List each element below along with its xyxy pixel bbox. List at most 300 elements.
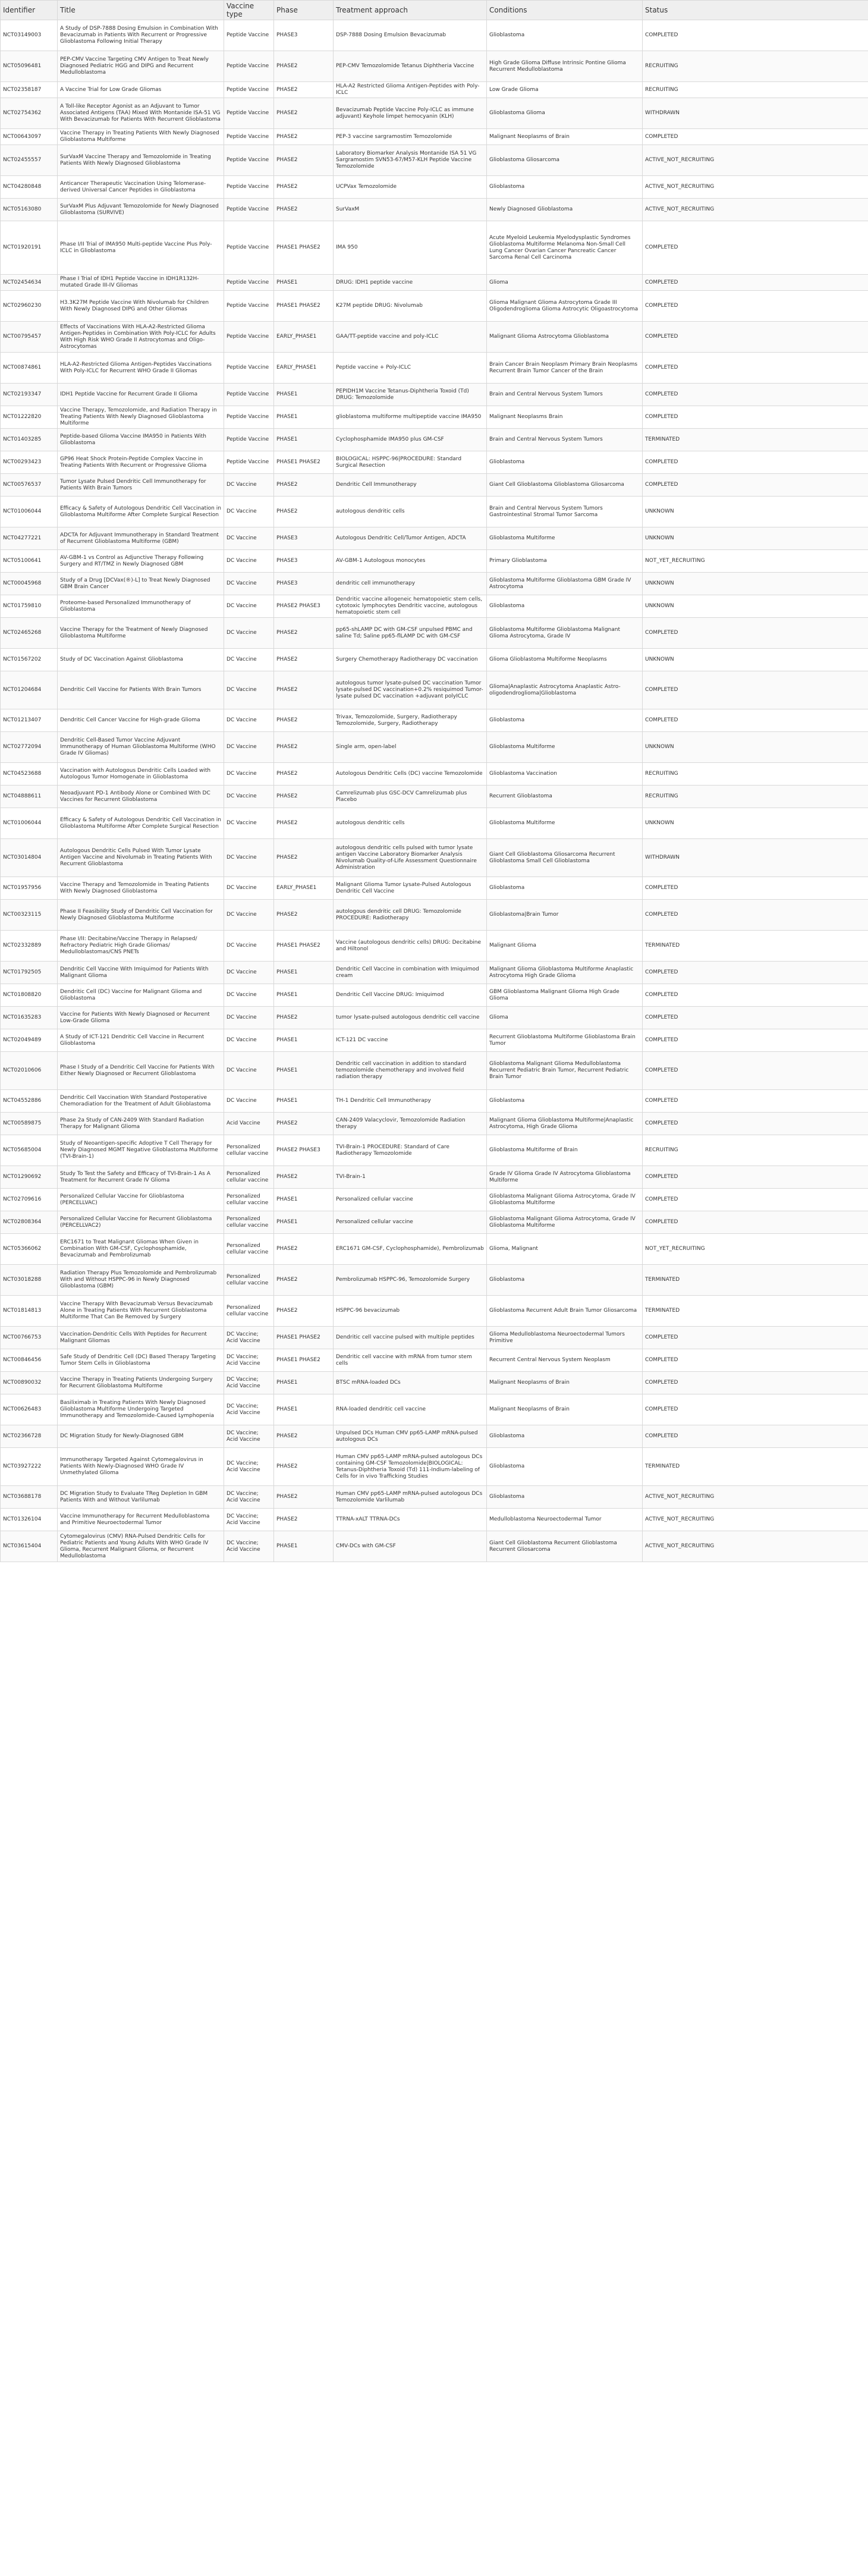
cell-treatment-approach: Personalized cellular vaccine bbox=[334, 1189, 487, 1211]
cell-treatment-approach: ICT-121 DC vaccine bbox=[334, 1029, 487, 1052]
table-row bbox=[1, 129, 868, 145]
cell-treatment-approach: GAA/TT-peptide vaccine and poly-ICLC bbox=[334, 322, 487, 353]
cell-vaccine-type: Peptide Vaccine bbox=[224, 221, 274, 275]
cell-phase: EARLY_PHASE1 bbox=[274, 877, 334, 900]
table-body bbox=[1, 20, 868, 1562]
cell-vaccine-type: Peptide Vaccine bbox=[224, 199, 274, 221]
cell-treatment-approach: Autologous Dendritic Cells (DC) vaccine Temozolomide bbox=[334, 763, 487, 786]
cell-status: WITHDRAWN bbox=[643, 98, 868, 129]
cell-title: Cytomegalovirus (CMV) RNA-Pulsed Dendritic Cells for Pediatric Patients and Young Adults With WHO Grade IV Glioma, Recurrent Malignant Glioma, or Recurrent Medulloblastoma bbox=[58, 1531, 224, 1562]
header-conditions: Conditions bbox=[487, 1, 643, 20]
cell-conditions: Glioblastoma Multiforme Glioblastoma GBM Grade IV Astrocytoma bbox=[487, 573, 643, 595]
table-row bbox=[1, 1531, 868, 1562]
cell-title: Dendritic Cell (DC) Vaccine for Malignant Glioma and Glioblastoma bbox=[58, 984, 224, 1007]
cell-status: COMPLETED bbox=[643, 671, 868, 709]
cell-phase: PHASE2 bbox=[274, 732, 334, 763]
cell-identifier: NCT02465268 bbox=[1, 618, 58, 649]
cell-conditions: Glioblastoma Multiforme of Brain bbox=[487, 1135, 643, 1166]
cell-identifier: NCT00643097 bbox=[1, 129, 58, 145]
cell-identifier: NCT00890032 bbox=[1, 1372, 58, 1394]
cell-conditions: Glioblastoma Vaccination bbox=[487, 763, 643, 786]
cell-treatment-approach: TVI-Brain-1 PROCEDURE: Standard of Care Radiotherapy Temozolomide bbox=[334, 1135, 487, 1166]
cell-vaccine-type: DC Vaccine bbox=[224, 1029, 274, 1052]
cell-conditions: Glioblastoma Multiforme bbox=[487, 527, 643, 550]
cell-treatment-approach: Surgery Chemotherapy Radiotherapy DC vaccination bbox=[334, 649, 487, 671]
table-row bbox=[1, 1211, 868, 1234]
cell-title: Vaccine Therapy in Treating Patients With Newly Diagnosed Glioblastoma Multiforme bbox=[58, 129, 224, 145]
cell-status: UNKNOWN bbox=[643, 732, 868, 763]
cell-title: Vaccine Therapy, Temozolomide, and Radiation Therapy in Treating Patients With Newly Diagnosed Glioblastoma Multiforme bbox=[58, 406, 224, 429]
cell-vaccine-type: Peptide Vaccine bbox=[224, 384, 274, 406]
cell-treatment-approach: Single arm, open-label bbox=[334, 732, 487, 763]
cell-conditions: Malignant Neoplasms Brain bbox=[487, 406, 643, 429]
cell-status: COMPLETED bbox=[643, 1113, 868, 1135]
cell-title: Study of Neoantigen-specific Adoptive T Cell Therapy for Newly Diagnosed MGMT Negative Glioblastoma Multiforme (TVI-Brain-1) bbox=[58, 1135, 224, 1166]
cell-conditions: Glioma|Anaplastic Astrocytoma Anaplastic Astro-oligodendroglioma|Glioblastoma bbox=[487, 671, 643, 709]
cell-title: Vaccine Therapy and Temozolomide in Treating Patients With Newly Diagnosed Glioblastoma bbox=[58, 877, 224, 900]
cell-status: COMPLETED bbox=[643, 1189, 868, 1211]
cell-phase: PHASE2 bbox=[274, 176, 334, 199]
cell-identifier: NCT02049489 bbox=[1, 1029, 58, 1052]
cell-title: Dendritic Cell Vaccine for Patients With Brain Tumors bbox=[58, 671, 224, 709]
cell-status: NOT_YET_RECRUITING bbox=[643, 1234, 868, 1265]
cell-phase: PHASE2 bbox=[274, 649, 334, 671]
header-title: Title bbox=[58, 1, 224, 20]
cell-treatment-approach: Autologous Dendritic Cell/Tumor Antigen, ADCTA bbox=[334, 527, 487, 550]
cell-treatment-approach: Laboratory Biomarker Analysis Montanide ISA 51 VG Sargramostim SVN53-67/M57-KLH Peptide Vaccine Temozolomide bbox=[334, 145, 487, 176]
cell-conditions: Low Grade Glioma bbox=[487, 82, 643, 98]
cell-title: Phase I Trial of IDH1 Peptide Vaccine in IDH1R132H-mutated Grade III-IV Gliomas bbox=[58, 275, 224, 291]
cell-title: PEP-CMV Vaccine Targeting CMV Antigen to Treat Newly Diagnosed Pediatric HGG and DIPG and Recurrent Medulloblastoma bbox=[58, 51, 224, 82]
cell-conditions: Giant Cell Glioblastoma Glioblastoma Gliosarcoma bbox=[487, 474, 643, 497]
cell-vaccine-type: DC Vaccine bbox=[224, 839, 274, 877]
cell-vaccine-type: Peptide Vaccine bbox=[224, 291, 274, 322]
cell-vaccine-type: DC Vaccine bbox=[224, 474, 274, 497]
table-row bbox=[1, 1486, 868, 1509]
cell-treatment-approach: TTRNA-xALT TTRNA-DCs bbox=[334, 1509, 487, 1531]
cell-vaccine-type: DC Vaccine bbox=[224, 900, 274, 931]
table-row bbox=[1, 618, 868, 649]
cell-phase: PHASE1 bbox=[274, 1394, 334, 1425]
header-phase: Phase bbox=[274, 1, 334, 20]
cell-title: DC Migration Study for Newly-Diagnosed GBM bbox=[58, 1425, 224, 1448]
table-row bbox=[1, 1265, 868, 1296]
cell-vaccine-type: DC Vaccine bbox=[224, 1090, 274, 1113]
cell-title: Vaccine Therapy in Treating Patients Undergoing Surgery for Recurrent Glioblastoma Multiforme bbox=[58, 1372, 224, 1394]
cell-status: COMPLETED bbox=[643, 1372, 868, 1394]
cell-treatment-approach: ERC1671 GM-CSF, Cyclophosphamide), Pembrolizumab bbox=[334, 1234, 487, 1265]
cell-vaccine-type: DC Vaccine bbox=[224, 1052, 274, 1090]
cell-status: RECRUITING bbox=[643, 82, 868, 98]
cell-identifier: NCT05100641 bbox=[1, 550, 58, 573]
cell-conditions: Malignant Neoplasms of Brain bbox=[487, 1394, 643, 1425]
cell-treatment-approach: PEP-3 vaccine sargramostim Temozolomide bbox=[334, 129, 487, 145]
cell-identifier: NCT02960230 bbox=[1, 291, 58, 322]
cell-treatment-approach: autologous dendritic cell DRUG: Temozolomide PROCEDURE: Radiotherapy bbox=[334, 900, 487, 931]
cell-title: Basiliximab in Treating Patients With Newly Diagnosed Glioblastoma Multiforme Undergoing Targeted Immunotherapy and Temozolomide-Caused Lymphopenia bbox=[58, 1394, 224, 1425]
cell-title: GP96 Heat Shock Protein-Peptide Complex Vaccine in Treating Patients With Recurrent or Progressive Glioma bbox=[58, 451, 224, 474]
cell-title: Proteome-based Personalized Immunotherapy of Glioblastoma bbox=[58, 595, 224, 618]
cell-identifier: NCT04280848 bbox=[1, 176, 58, 199]
cell-conditions: Glioblastoma bbox=[487, 1090, 643, 1113]
cell-phase: PHASE1 bbox=[274, 1211, 334, 1234]
cell-vaccine-type: Personalized cellular vaccine bbox=[224, 1166, 274, 1189]
cell-identifier: NCT02709616 bbox=[1, 1189, 58, 1211]
cell-vaccine-type: Personalized cellular vaccine bbox=[224, 1189, 274, 1211]
cell-status: COMPLETED bbox=[643, 1166, 868, 1189]
cell-conditions: Glioma, Malignant bbox=[487, 1234, 643, 1265]
cell-identifier: NCT05163080 bbox=[1, 199, 58, 221]
cell-conditions: Glioblastoma Multiforme bbox=[487, 732, 643, 763]
cell-treatment-approach: Dendritic Cell Immunotherapy bbox=[334, 474, 487, 497]
cell-status: COMPLETED bbox=[643, 1394, 868, 1425]
cell-conditions: Glioma bbox=[487, 1007, 643, 1029]
cell-treatment-approach: K27M peptide DRUG: Nivolumab bbox=[334, 291, 487, 322]
table-row bbox=[1, 1113, 868, 1135]
cell-identifier: NCT02754362 bbox=[1, 98, 58, 129]
cell-phase: PHASE2 bbox=[274, 1448, 334, 1486]
cell-title: A Toll-like Receptor Agonist as an Adjuvant to Tumor Associated Antigens (TAA) Mixed With Montanide ISA-51 VG With Bevacizumab for Patients With Recurrent Glioblastoma bbox=[58, 98, 224, 129]
cell-identifier: NCT00576537 bbox=[1, 474, 58, 497]
cell-title: Vaccination-Dendritic Cells With Peptides for Recurrent Malignant Gliomas bbox=[58, 1327, 224, 1349]
table-row bbox=[1, 406, 868, 429]
cell-phase: PHASE3 bbox=[274, 20, 334, 51]
cell-title: Vaccine Therapy for the Treatment of Newly Diagnosed Glioblastoma Multiforme bbox=[58, 618, 224, 649]
table-row bbox=[1, 877, 868, 900]
cell-phase: PHASE2 bbox=[274, 98, 334, 129]
cell-phase: PHASE2 bbox=[274, 786, 334, 808]
cell-title: IDH1 Peptide Vaccine for Recurrent Grade II Glioma bbox=[58, 384, 224, 406]
cell-identifier: NCT04888611 bbox=[1, 786, 58, 808]
cell-title: Tumor Lysate Pulsed Dendritic Cell Immunotherapy for Patients With Brain Tumors bbox=[58, 474, 224, 497]
cell-title: Study To Test the Safety and Efficacy of TVI-Brain-1 As A Treatment for Recurrent Grade IV Glioma bbox=[58, 1166, 224, 1189]
cell-title: H3.3K27M Peptide Vaccine With Nivolumab for Children With Newly Diagnosed DIPG and Other Gliomas bbox=[58, 291, 224, 322]
cell-conditions: Glioblastoma|Brain Tumor bbox=[487, 900, 643, 931]
cell-identifier: NCT00795457 bbox=[1, 322, 58, 353]
cell-vaccine-type: DC Vaccine bbox=[224, 595, 274, 618]
cell-title: A Study of DSP-7888 Dosing Emulsion in Combination With Bevacizumab in Patients With Recurrent or Progressive Glioblastoma Following Initial Therapy bbox=[58, 20, 224, 51]
table-row bbox=[1, 839, 868, 877]
cell-identifier: NCT03014804 bbox=[1, 839, 58, 877]
table-row bbox=[1, 1296, 868, 1327]
cell-vaccine-type: Peptide Vaccine bbox=[224, 322, 274, 353]
cell-vaccine-type: DC Vaccine bbox=[224, 527, 274, 550]
table-row bbox=[1, 474, 868, 497]
cell-conditions: Acute Myeloid Leukemia Myelodysplastic Syndromes Glioblastoma Multiforme Melanoma Non-Small Cell Lung Cancer Ovarian Cancer Pancreatic Cancer Sarcoma Renal Cell Carcinoma bbox=[487, 221, 643, 275]
cell-title: SurVaxM Vaccine Therapy and Temozolomide in Treating Patients With Newly Diagnosed Glioblastoma bbox=[58, 145, 224, 176]
cell-phase: PHASE1 bbox=[274, 384, 334, 406]
table-row bbox=[1, 1029, 868, 1052]
cell-treatment-approach: Peptide vaccine + Poly-ICLC bbox=[334, 353, 487, 384]
cell-conditions: Glioblastoma Malignant Glioma Astrocytoma, Grade IV Glioblastoma Multiforme bbox=[487, 1189, 643, 1211]
cell-vaccine-type: DC Vaccine bbox=[224, 550, 274, 573]
cell-identifier: NCT01290692 bbox=[1, 1166, 58, 1189]
table-row bbox=[1, 931, 868, 962]
cell-treatment-approach: Cyclophosphamide IMA950 plus GM-CSF bbox=[334, 429, 487, 451]
cell-treatment-approach: Dendritic cell vaccination in addition to standard temozolomide chemotherapy and involved field radiation therapy bbox=[334, 1052, 487, 1090]
cell-treatment-approach: Camrelizumab plus GSC-DCV Camrelizumab plus Placebo bbox=[334, 786, 487, 808]
cell-conditions: Glioblastoma Recurrent Adult Brain Tumor Gliosarcoma bbox=[487, 1296, 643, 1327]
cell-status: UNKNOWN bbox=[643, 649, 868, 671]
table-row bbox=[1, 671, 868, 709]
cell-title: Dendritic Cell Vaccination With Standard Postoperative Chemoradiation for the Treatment of Adult Glioblastoma bbox=[58, 1090, 224, 1113]
cell-conditions: Primary Glioblastoma bbox=[487, 550, 643, 573]
cell-status: COMPLETED bbox=[643, 618, 868, 649]
cell-phase: PHASE2 bbox=[274, 671, 334, 709]
cell-phase: PHASE1 PHASE2 bbox=[274, 931, 334, 962]
cell-phase: PHASE1 bbox=[274, 429, 334, 451]
cell-conditions: Grade IV Glioma Grade IV Astrocytoma Glioblastoma Multiforme bbox=[487, 1166, 643, 1189]
cell-phase: PHASE1 PHASE2 bbox=[274, 451, 334, 474]
cell-identifier: NCT02772094 bbox=[1, 732, 58, 763]
cell-vaccine-type: Peptide Vaccine bbox=[224, 51, 274, 82]
cell-title: Vaccine Therapy With Bevacizumab Versus Bevacizumab Alone in Treating Patients With Recurrent Glioblastoma Multiforme That Can Be Removed by Surgery bbox=[58, 1296, 224, 1327]
table-row bbox=[1, 275, 868, 291]
cell-vaccine-type: DC Vaccine bbox=[224, 573, 274, 595]
table-row bbox=[1, 550, 868, 573]
cell-vaccine-type: DC Vaccine bbox=[224, 984, 274, 1007]
cell-status: ACTIVE_NOT_RECRUITING bbox=[643, 1509, 868, 1531]
cell-treatment-approach: pp65-shLAMP DC with GM-CSF unpulsed PBMC and saline Td; Saline pp65-flLAMP DC with GM-CSF bbox=[334, 618, 487, 649]
cell-status: ACTIVE_NOT_RECRUITING bbox=[643, 1486, 868, 1509]
cell-conditions: Glioblastoma Malignant Glioma Medulloblastoma Recurrent Pediatric Brain Tumor, Recurrent Pediatric Brain Tumor bbox=[487, 1052, 643, 1090]
cell-treatment-approach: Dendritic vaccine allogeneic hematopoietic stem cells, cytotoxic lymphocytes Dendritic vaccine, autologous hematopoietic stem cell bbox=[334, 595, 487, 618]
cell-vaccine-type: DC Vaccine bbox=[224, 786, 274, 808]
cell-title: Neoadjuvant PD-1 Antibody Alone or Combined With DC Vaccines for Recurrent Glioblastoma bbox=[58, 786, 224, 808]
cell-identifier: NCT02193347 bbox=[1, 384, 58, 406]
cell-status: RECRUITING bbox=[643, 763, 868, 786]
cell-status: COMPLETED bbox=[643, 275, 868, 291]
cell-treatment-approach: HSPPC-96 bevacizumab bbox=[334, 1296, 487, 1327]
table-row bbox=[1, 709, 868, 732]
cell-vaccine-type: DC Vaccine bbox=[224, 649, 274, 671]
cell-phase: PHASE2 bbox=[274, 709, 334, 732]
cell-identifier: NCT01326104 bbox=[1, 1509, 58, 1531]
table-row bbox=[1, 1394, 868, 1425]
cell-conditions: Glioma Glioblastoma Multiforme Neoplasms bbox=[487, 649, 643, 671]
cell-status: COMPLETED bbox=[643, 1052, 868, 1090]
cell-identifier: NCT02455557 bbox=[1, 145, 58, 176]
table-row bbox=[1, 176, 868, 199]
cell-title: Immunotherapy Targeted Against Cytomegalovirus in Patients With Newly-Diagnosed WHO Grade IV Unmethylated Glioma bbox=[58, 1448, 224, 1486]
cell-status: COMPLETED bbox=[643, 1090, 868, 1113]
cell-status: TERMINATED bbox=[643, 1265, 868, 1296]
cell-phase: PHASE1 bbox=[274, 1372, 334, 1394]
table-row bbox=[1, 1372, 868, 1394]
cell-treatment-approach: DSP-7888 Dosing Emulsion Bevacizumab bbox=[334, 20, 487, 51]
cell-vaccine-type: Personalized cellular vaccine bbox=[224, 1296, 274, 1327]
cell-title: Effects of Vaccinations With HLA-A2-Restricted Glioma Antigen-Peptides in Combination With Poly-ICLC for Adults With High Risk WHO Grade II Astrocytomas and Oligo-Astrocytomas bbox=[58, 322, 224, 353]
cell-status: COMPLETED bbox=[643, 474, 868, 497]
table-header bbox=[1, 1, 868, 20]
cell-identifier: NCT02808364 bbox=[1, 1211, 58, 1234]
cell-status: COMPLETED bbox=[643, 1007, 868, 1029]
cell-identifier: NCT04523688 bbox=[1, 763, 58, 786]
cell-vaccine-type: DC Vaccine; Acid Vaccine bbox=[224, 1394, 274, 1425]
cell-status: ACTIVE_NOT_RECRUITING bbox=[643, 145, 868, 176]
cell-treatment-approach: IMA 950 bbox=[334, 221, 487, 275]
cell-conditions: Glioblastoma bbox=[487, 20, 643, 51]
cell-identifier: NCT00045968 bbox=[1, 573, 58, 595]
cell-phase: EARLY_PHASE1 bbox=[274, 322, 334, 353]
cell-conditions: Brain and Central Nervous System Tumors Gastrointestinal Stromal Tumor Sarcoma bbox=[487, 497, 643, 527]
cell-title: Safe Study of Dendritic Cell (DC) Based Therapy Targeting Tumor Stem Cells in Glioblastoma bbox=[58, 1349, 224, 1372]
cell-status: COMPLETED bbox=[643, 1211, 868, 1234]
cell-vaccine-type: DC Vaccine; Acid Vaccine bbox=[224, 1372, 274, 1394]
cell-treatment-approach: tumor lysate-pulsed autologous dendritic cell vaccine bbox=[334, 1007, 487, 1029]
header-row bbox=[1, 1, 868, 20]
cell-title: ADCTA for Adjuvant Immunotherapy in Standard Treatment of Recurrent Glioblastoma Multiforme (GBM) bbox=[58, 527, 224, 550]
cell-identifier: NCT00766753 bbox=[1, 1327, 58, 1349]
cell-conditions: Glioma Medulloblastoma Neuroectodermal Tumors Primitive bbox=[487, 1327, 643, 1349]
cell-identifier: NCT02358187 bbox=[1, 82, 58, 98]
cell-phase: PHASE1 bbox=[274, 275, 334, 291]
cell-treatment-approach: PEPIDH1M Vaccine Tetanus-Diphtheria Toxoid (Td) DRUG: Temozolomide bbox=[334, 384, 487, 406]
cell-treatment-approach: UCPVax Temozolomide bbox=[334, 176, 487, 199]
cell-identifier: NCT01792505 bbox=[1, 962, 58, 984]
table-row bbox=[1, 1090, 868, 1113]
cell-status: COMPLETED bbox=[643, 984, 868, 1007]
cell-status: TERMINATED bbox=[643, 1296, 868, 1327]
cell-title: Phase II Feasibility Study of Dendritic Cell Vaccination for Newly Diagnosed Glioblastoma Multiforme bbox=[58, 900, 224, 931]
cell-conditions: Brain Cancer Brain Neoplasm Primary Brain Neoplasms Recurrent Brain Tumor Cancer of the Brain bbox=[487, 353, 643, 384]
cell-vaccine-type: DC Vaccine bbox=[224, 931, 274, 962]
cell-treatment-approach: Human CMV pp65-LAMP mRNA-pulsed autologous DCs Temozolomide Varlilumab bbox=[334, 1486, 487, 1509]
cell-status: COMPLETED bbox=[643, 451, 868, 474]
cell-status: COMPLETED bbox=[643, 1425, 868, 1448]
table-row bbox=[1, 786, 868, 808]
table-row bbox=[1, 1448, 868, 1486]
cell-treatment-approach: Dendritic Cell Vaccine in combination with Imiquimod cream bbox=[334, 962, 487, 984]
cell-vaccine-type: DC Vaccine; Acid Vaccine bbox=[224, 1349, 274, 1372]
table-row bbox=[1, 1425, 868, 1448]
cell-phase: PHASE2 bbox=[274, 51, 334, 82]
cell-treatment-approach: Personalized cellular vaccine bbox=[334, 1211, 487, 1234]
table-row bbox=[1, 763, 868, 786]
cell-treatment-approach: Dendritic cell vaccine pulsed with multiple peptides bbox=[334, 1327, 487, 1349]
cell-status: COMPLETED bbox=[643, 709, 868, 732]
header-identifier: Identifier bbox=[1, 1, 58, 20]
cell-phase: PHASE2 bbox=[274, 129, 334, 145]
cell-identifier: NCT05366062 bbox=[1, 1234, 58, 1265]
cell-phase: PHASE3 bbox=[274, 573, 334, 595]
cell-phase: PHASE2 bbox=[274, 199, 334, 221]
cell-treatment-approach: Unpulsed DCs Human CMV pp65-LAMP mRNA-pulsed autologous DCs bbox=[334, 1425, 487, 1448]
cell-identifier: NCT01808820 bbox=[1, 984, 58, 1007]
table-row bbox=[1, 51, 868, 82]
cell-status: COMPLETED bbox=[643, 1327, 868, 1349]
cell-vaccine-type: DC Vaccine; Acid Vaccine bbox=[224, 1509, 274, 1531]
cell-phase: PHASE2 bbox=[274, 1007, 334, 1029]
cell-identifier: NCT01957956 bbox=[1, 877, 58, 900]
cell-title: Peptide-based Glioma Vaccine IMA950 in Patients With Glioblastoma bbox=[58, 429, 224, 451]
table-row bbox=[1, 199, 868, 221]
cell-status: ACTIVE_NOT_RECRUITING bbox=[643, 1531, 868, 1562]
cell-conditions: Giant Cell Glioblastoma Gliosarcoma Recurrent Glioblastoma Small Cell Glioblastoma bbox=[487, 839, 643, 877]
cell-conditions: Malignant Glioma Glioblastoma Multiforme|Anaplastic Astrocytoma, High Grade Glioma bbox=[487, 1113, 643, 1135]
table-row bbox=[1, 291, 868, 322]
cell-conditions: Malignant Neoplasms of Brain bbox=[487, 129, 643, 145]
cell-identifier: NCT01567202 bbox=[1, 649, 58, 671]
cell-identifier: NCT04277221 bbox=[1, 527, 58, 550]
cell-conditions: Malignant Glioma Astrocytoma Glioblastoma bbox=[487, 322, 643, 353]
cell-status: UNKNOWN bbox=[643, 808, 868, 839]
cell-identifier: NCT01006044 bbox=[1, 808, 58, 839]
cell-conditions: Glioblastoma bbox=[487, 1265, 643, 1296]
cell-title: Efficacy & Safety of Autologous Dendritic Cell Vaccination in Glioblastoma Multiforme After Complete Surgical Resection bbox=[58, 808, 224, 839]
cell-identifier: NCT01920191 bbox=[1, 221, 58, 275]
cell-title: Study of a Drug [DCVax(®)-L] to Treat Newly Diagnosed GBM Brain Cancer bbox=[58, 573, 224, 595]
cell-treatment-approach: TH-1 Dendritic Cell Immunotherapy bbox=[334, 1090, 487, 1113]
cell-status: COMPLETED bbox=[643, 322, 868, 353]
cell-treatment-approach: RNA-loaded dendritic cell vaccine bbox=[334, 1394, 487, 1425]
cell-status: COMPLETED bbox=[643, 900, 868, 931]
header-treatment-approach: Treatment approach bbox=[334, 1, 487, 20]
cell-phase: PHASE2 bbox=[274, 1113, 334, 1135]
cell-vaccine-type: DC Vaccine bbox=[224, 671, 274, 709]
cell-status: TERMINATED bbox=[643, 1448, 868, 1486]
cell-status: NOT_YET_RECRUITING bbox=[643, 550, 868, 573]
cell-status: UNKNOWN bbox=[643, 573, 868, 595]
table-row bbox=[1, 573, 868, 595]
cell-conditions: Glioma Malignant Glioma Astrocytoma Grade III Oligodendroglioma Glioma Astrocytic Oligoastrocytoma bbox=[487, 291, 643, 322]
cell-phase: PHASE2 bbox=[274, 1509, 334, 1531]
cell-vaccine-type: Peptide Vaccine bbox=[224, 176, 274, 199]
cell-phase: PHASE1 bbox=[274, 1189, 334, 1211]
cell-conditions: Glioblastoma Malignant Glioma Astrocytoma, Grade IV Glioblastoma Multiforme bbox=[487, 1211, 643, 1234]
cell-identifier: NCT02454634 bbox=[1, 275, 58, 291]
cell-title: Phase I/II Trial of IMA950 Multi-peptide Vaccine Plus Poly-ICLC in Glioblastoma bbox=[58, 221, 224, 275]
cell-treatment-approach: glioblastoma multiforme multipeptide vaccine IMA950 bbox=[334, 406, 487, 429]
header-status: Status bbox=[643, 1, 868, 20]
cell-treatment-approach: autologous tumor lysate-pulsed DC vaccination Tumor lysate-pulsed DC vaccination+0.2% resiquimod Tumor-lysate pulsed DC vaccination +adjuvant polyICLC bbox=[334, 671, 487, 709]
cell-conditions: Glioblastoma bbox=[487, 1425, 643, 1448]
cell-conditions: Malignant Glioma Glioblastoma Multiforme Anaplastic Astrocytoma High Grade Glioma bbox=[487, 962, 643, 984]
cell-phase: PHASE3 bbox=[274, 550, 334, 573]
cell-conditions: Medulloblastoma Neuroectodermal Tumor bbox=[487, 1509, 643, 1531]
cell-title: Autologous Dendritic Cells Pulsed With Tumor Lysate Antigen Vaccine and Nivolumab in Treating Patients With Recurrent Glioblastoma bbox=[58, 839, 224, 877]
cell-title: A Study of ICT-121 Dendritic Cell Vaccine in Recurrent Glioblastoma bbox=[58, 1029, 224, 1052]
cell-title: Radiation Therapy Plus Temozolomide and Pembrolizumab With and Without HSPPC-96 in Newly Diagnosed Glioblastoma (GBM) bbox=[58, 1265, 224, 1296]
cell-phase: PHASE2 bbox=[274, 1296, 334, 1327]
cell-phase: PHASE2 bbox=[274, 497, 334, 527]
cell-status: COMPLETED bbox=[643, 129, 868, 145]
cell-phase: PHASE2 bbox=[274, 1166, 334, 1189]
cell-vaccine-type: Personalized cellular vaccine bbox=[224, 1135, 274, 1166]
table-row bbox=[1, 322, 868, 353]
table-row bbox=[1, 1052, 868, 1090]
cell-treatment-approach: Bevacizumab Peptide Vaccine Poly-ICLC as immune adjuvant) Keyhole limpet hemocyanin (KLH) bbox=[334, 98, 487, 129]
table-row bbox=[1, 1007, 868, 1029]
cell-conditions: Glioblastoma bbox=[487, 709, 643, 732]
table-row bbox=[1, 451, 868, 474]
cell-conditions: Glioblastoma Multiforme Glioblastoma Malignant Glioma Astrocytoma, Grade IV bbox=[487, 618, 643, 649]
cell-phase: PHASE1 bbox=[274, 962, 334, 984]
cell-title: Phase I Study of a Dendritic Cell Vaccine for Patients With Either Newly Diagnosed or Recurrent Glioblastoma bbox=[58, 1052, 224, 1090]
cell-vaccine-type: DC Vaccine bbox=[224, 618, 274, 649]
cell-identifier: NCT01403285 bbox=[1, 429, 58, 451]
cell-treatment-approach: Human CMV pp65-LAMP mRNA-pulsed autologous DCs containing GM-CSF Temozolomide|BIOLOGICAL: Tetanus-Diphtheria Toxoid (Td) 111-Indium-labeling of Cells for in vivo Trafficking Studies bbox=[334, 1448, 487, 1486]
cell-phase: PHASE1 PHASE2 bbox=[274, 221, 334, 275]
cell-identifier: NCT02366728 bbox=[1, 1425, 58, 1448]
cell-conditions: Glioblastoma bbox=[487, 595, 643, 618]
cell-treatment-approach: AV-GBM-1 Autologous monocytes bbox=[334, 550, 487, 573]
cell-vaccine-type: DC Vaccine bbox=[224, 763, 274, 786]
cell-treatment-approach: Vaccine (autologous dendritic cells) DRUG: Decitabine and Hiltonol bbox=[334, 931, 487, 962]
cell-conditions: Recurrent Glioblastoma Multiforme Glioblastoma Brain Tumor bbox=[487, 1029, 643, 1052]
table-row bbox=[1, 20, 868, 51]
cell-vaccine-type: DC Vaccine bbox=[224, 497, 274, 527]
